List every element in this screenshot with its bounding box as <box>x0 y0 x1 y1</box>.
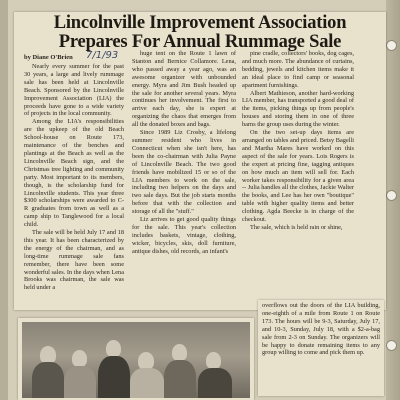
page-left-edge <box>0 0 8 400</box>
group-photo-clipping <box>18 318 254 400</box>
person-body <box>32 362 64 398</box>
group-photo <box>22 322 250 398</box>
person-body <box>98 356 130 398</box>
person-head <box>206 352 221 369</box>
punch-hole <box>386 40 397 51</box>
handwritten-date: 7/1/93 <box>86 50 119 61</box>
newspaper-clipping <box>14 12 386 310</box>
paragraph: Liz arrives to get good quality things for the sale. This year's collection includes baskets, vintage, clothing, wicker, bicycles, skis, doll furniture, antique dishes, old records, an infant's <box>132 216 236 255</box>
continuation-text: overflows out the doors of the LIA building, one-eighth of a mile from Route 1 on Route 173. The hours will be 9-3, Saturday, July 17, and 10-3, Sunday, July 18, with a $2-a-bag sale from 2-3 on Sunday. The organizers will be happy to donate remaining items to any group willing to come and pick them up. <box>262 302 380 357</box>
paragraph: Since 1989 Liz Crosby, a lifelong summer resident who lives in Connecticut when she isn't here, has been the co-chairman with Julia Payne of Lincolnville Beach. The two good friends have mobilized 15 or so of the LIA members to work on the sale, including two helpers on the days and two sale days. But the job starts months before that with the collection and storage of all the "stuff." <box>132 129 236 216</box>
person-body <box>164 360 196 398</box>
paragraph: On the two set-up days items are arranged on tables and priced. Betsy Bagelli and Martha Mares have worked on this aspect of the sale for years. Lois Rogers is the expert at pricing fine, tagging antiques on how much an item will sell for. Each worker takes responsibility for a given area -- Julia handles all the clothes, Jackie Walter the books, and Lee has her own "boutique" table with higher quality items and better clothing. Agda Beecke is in charge of the checkout. <box>242 129 354 224</box>
article-column-3 <box>242 50 354 232</box>
paragraph: Albert Mathieson, another hard-working LIA member, has transported a good deal of the items, picking things up from people's houses and storing them in one of three barns the group uses during the winter. <box>242 89 354 129</box>
headline-line-2: Prepares For Annual Rummage Sale <box>58 32 342 52</box>
punch-hole <box>386 190 397 201</box>
person-head <box>72 350 87 367</box>
paragraph: The sale will be held July 17 and 18 this year. It has been characterized by the energy of the chairman, and as long-time rummage sale fans remember, there have been some wonderful sales. In the days when Lena Brooks was chairman, the sale was held under a <box>24 229 124 292</box>
paragraph: pine cradle, collectors' books, dog cages, and much more. The abundance of curtains, bedding, jewels and kitchen items make it an ideal place to find camp or seasonal apartment furnishings. <box>242 50 354 89</box>
person-body <box>130 368 164 398</box>
person-head <box>106 340 121 357</box>
continuation-clipping <box>258 300 384 396</box>
punch-hole <box>386 340 397 351</box>
paragraph: The sale, which is held rain or shine, <box>250 223 343 231</box>
paragraph: Among the LIA's responsibilities are the upkeep of the old Beach School-house on Route 173, maintenance of the benches and plantings at the Beach as well as the Lincolnville Beach sign, and the Christmas tree lighting and community party. Most important to its members, though, is the scholarship fund for Lincolnville students. This year three $300 scholarships were awarded to C-R graduates from town as well as a camp ship to Tanglewood for a local child. <box>24 118 124 229</box>
article-headline <box>18 14 382 52</box>
article-column-2 <box>132 50 236 256</box>
article-column-1 <box>24 63 124 292</box>
person-head <box>172 344 187 361</box>
headline-line-1: Lincolnville Improvement Association <box>53 13 347 33</box>
article-byline: by Diane O'Brien <box>24 54 73 61</box>
paragraph: Nearly every summer for the past 30 years, a large and lively rummage sale has been held at Lincolnville Beach. Sponsored by the Lincolnville Improvement Association (LIA) the proceeds have gone to a wide variety of projects in the local community. <box>24 63 124 118</box>
binder-ring-strip <box>386 0 400 400</box>
paragraph: huge tent on the Route 1 lawn of Stanton and Bernice Collamore. Lena, who passed away a year ago, was an awesome organizer with unbounded energy. Myra and Jim Bush headed up the sale for another several years. Myra continues her involvement. The first to arrive each day, she is expert at organizing the chaos that emerges from all the donated boxes and bags. <box>132 50 236 129</box>
person-body <box>198 368 232 398</box>
person-body <box>64 366 96 398</box>
